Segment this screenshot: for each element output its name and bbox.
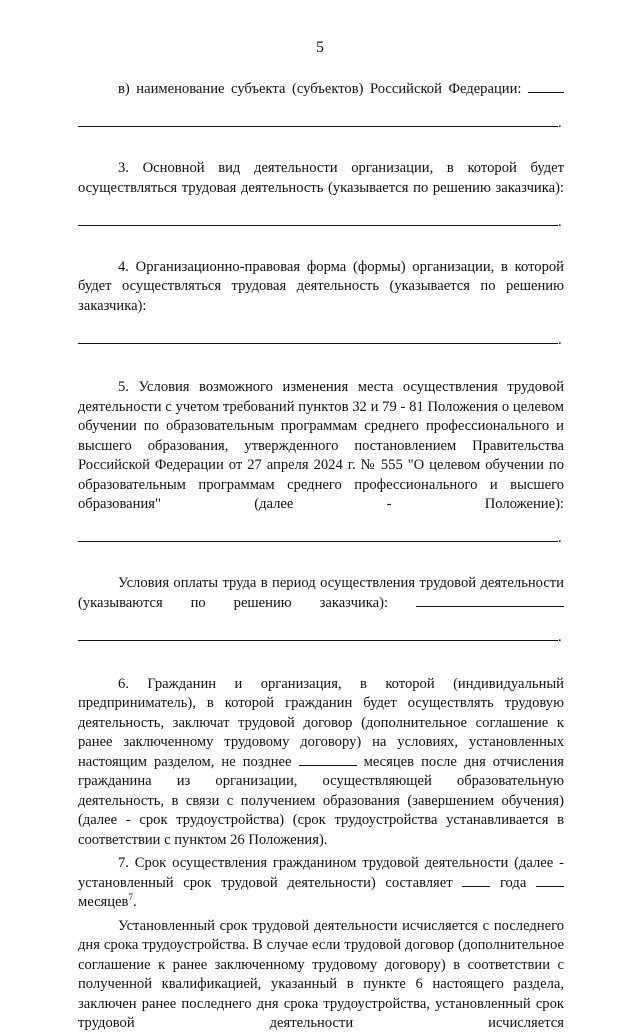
- blank-field: [416, 594, 564, 607]
- paragraph-4: 4. Организационно-правовая форма (формы) организации, в которой будет осуществляться трудовая деятельность (указывается по решению заказчика):: [78, 258, 564, 314]
- blank-line: .: [78, 529, 564, 549]
- blank-field: [528, 80, 564, 93]
- paragraph-8: Установленный срок трудовой деятельности исчисляется с последнего дня срока трудоустройства. В случае если трудовой договор (дополнительное соглашение к ранее заключенному трудовому договору) в соответствии с полученной квалификацией, указанный в пункте 6 настоящего раздела, заключен ранее последнего дня срока трудоустройства, установленный срок трудовой деятельности исчисляется: [78, 917, 564, 1032]
- blank-line: .: [78, 331, 564, 351]
- blank-line: .: [78, 114, 564, 134]
- page-number: 5: [316, 39, 324, 56]
- paragraph-3: 3. Основной вид деятельности организации, в которой будет осуществляться трудовая деятельность (указывается по решению заказчика):: [78, 160, 564, 196]
- blank-field: [536, 874, 564, 887]
- paragraph-7: 7. Срок осуществления гражданином трудовой деятельности (далее - установленный срок трудовой деятельности) составляет года месяцев$^7$.: [78, 855, 564, 911]
- blank-field: [462, 874, 490, 887]
- blank-field: [299, 753, 357, 766]
- paragraph-pay-conditions: Условия оплаты труда в период осуществления трудовой деятельности (указываются по решению заказчика):: [78, 575, 564, 611]
- blank-line: .: [78, 213, 564, 233]
- paragraph-region: в) наименование субъекта (субъектов) Российской Федерации:: [78, 80, 564, 100]
- blank-line: .: [78, 628, 564, 648]
- paragraph-5: 5. Условия возможного изменения места осуществления трудовой деятельности с учетом требований пунктов 32 и 79 - 81 Положения о целевом обучении по образовательным программам среднего профессионального и высшего образования, утвержденного постановлением Правительства Российской Федерации от 27 апреля 2024 г. № 555 "О целевом обучении по образовательным программам среднего профессионального и высшего образования" (далее - Положение):: [78, 379, 564, 513]
- paragraph-6: 6. Гражданин и организация, в которой (индивидуальный предприниматель), в которой гражданин будет осуществлять трудовую деятельность, заключат трудовой договор (дополнительное соглашение к ранее заключенному трудовому договору) на условиях, установленных настоящим разделом, не позднее месяцев после дня отчисления гражданина из организации, осуществляющей образовательную деятельность, в связи с получением образования (завершением обучения) (далее - срок трудоустройства) (срок трудоустройства устанавливается в соответствии с пунктом 26 Положения).: [78, 675, 565, 848]
- document-body: [78, 80, 564, 1034]
